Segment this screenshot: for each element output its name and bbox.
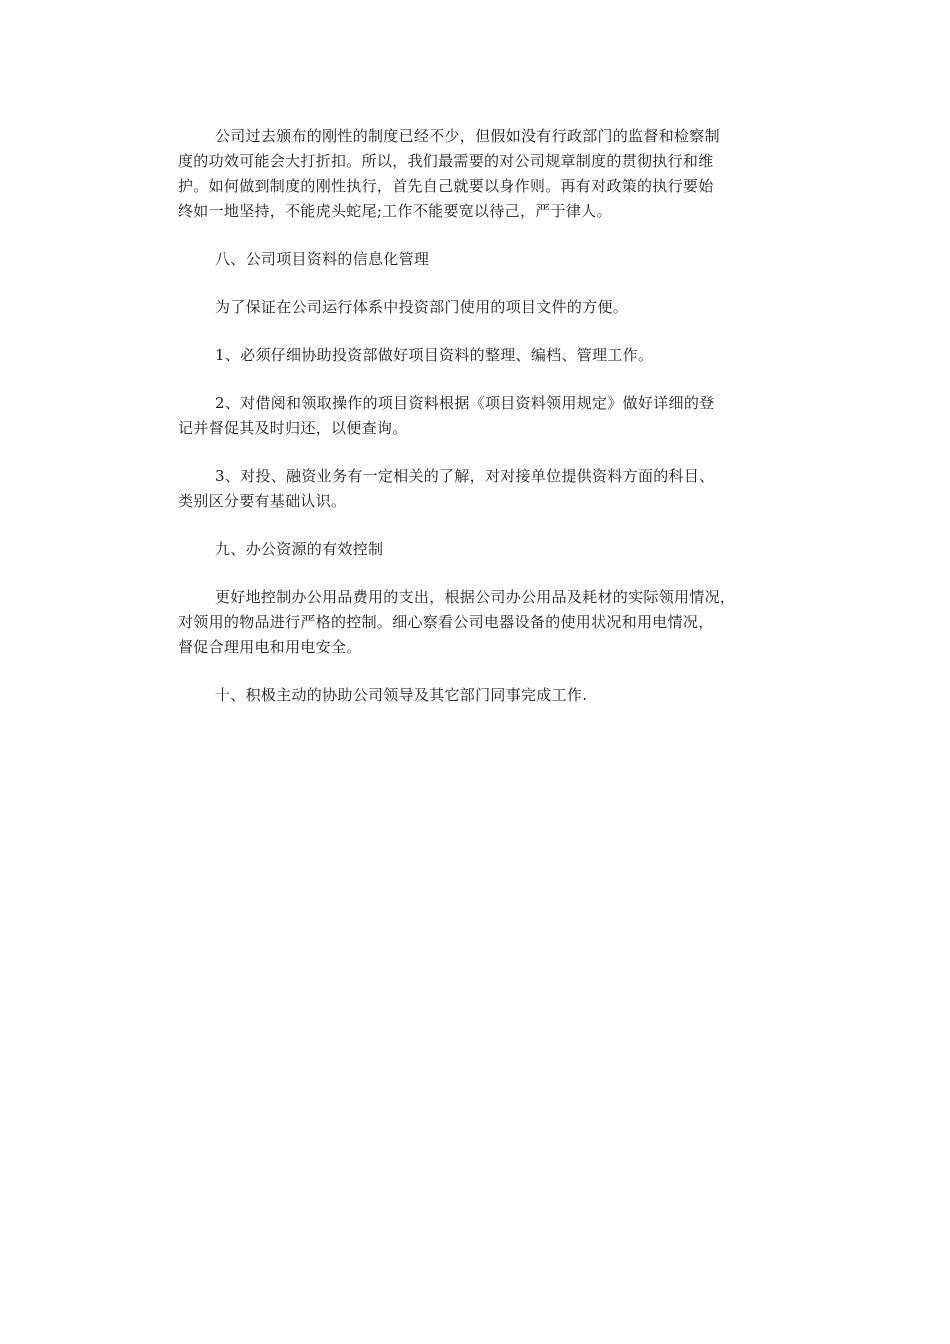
section-heading-assist-colleagues: 十、积极主动的协助公司领导及其它部门同事完成工作.	[215, 686, 588, 704]
list-item-3: 3、对投、融资业务有一定相关的了解，对对接单位提供资料方面的科目、 类别区分要有基础认识。	[178, 467, 715, 510]
paragraph-regulation-enforcement: 公司过去颁布的刚性的制度已经不少，但假如没有行政部门的监督和检察制 度的功效可能会大打折扣。所以，我们最需要的对公司规章制度的贯彻执行和维 护。如何做到制度的刚性执行，首先自己就要以身作则。再有对政策的执行要始 终如一地坚持，不能虎头蛇尾;工作不能要宽以待己，严于律人。	[178, 127, 720, 220]
list-item-1: 1、必须仔细协助投资部做好项目资料的整理、编档、管理工作。	[215, 346, 654, 364]
section-heading-project-info-management: 八、公司项目资料的信息化管理	[215, 250, 430, 268]
document-body	[178, 124, 782, 708]
list-item-2: 2、对借阅和领取操作的项目资料根据《项目资料领用规定》做好详细的登 记并督促其及时归还，以便查询。	[178, 394, 715, 437]
paragraph-project-files-purpose: 为了保证在公司运行体系中投资部门使用的项目文件的方便。	[215, 298, 629, 316]
section-heading-office-resources: 九、办公资源的有效控制	[215, 540, 384, 558]
paragraph-office-supplies-control: 更好地控制办公用品费用的支出，根据公司办公用品及耗材的实际领用情况， 对领用的物品进行严格的控制。细心察看公司电器设备的使用状况和用电情况， 督促合理用电和用电安全。	[178, 588, 736, 656]
